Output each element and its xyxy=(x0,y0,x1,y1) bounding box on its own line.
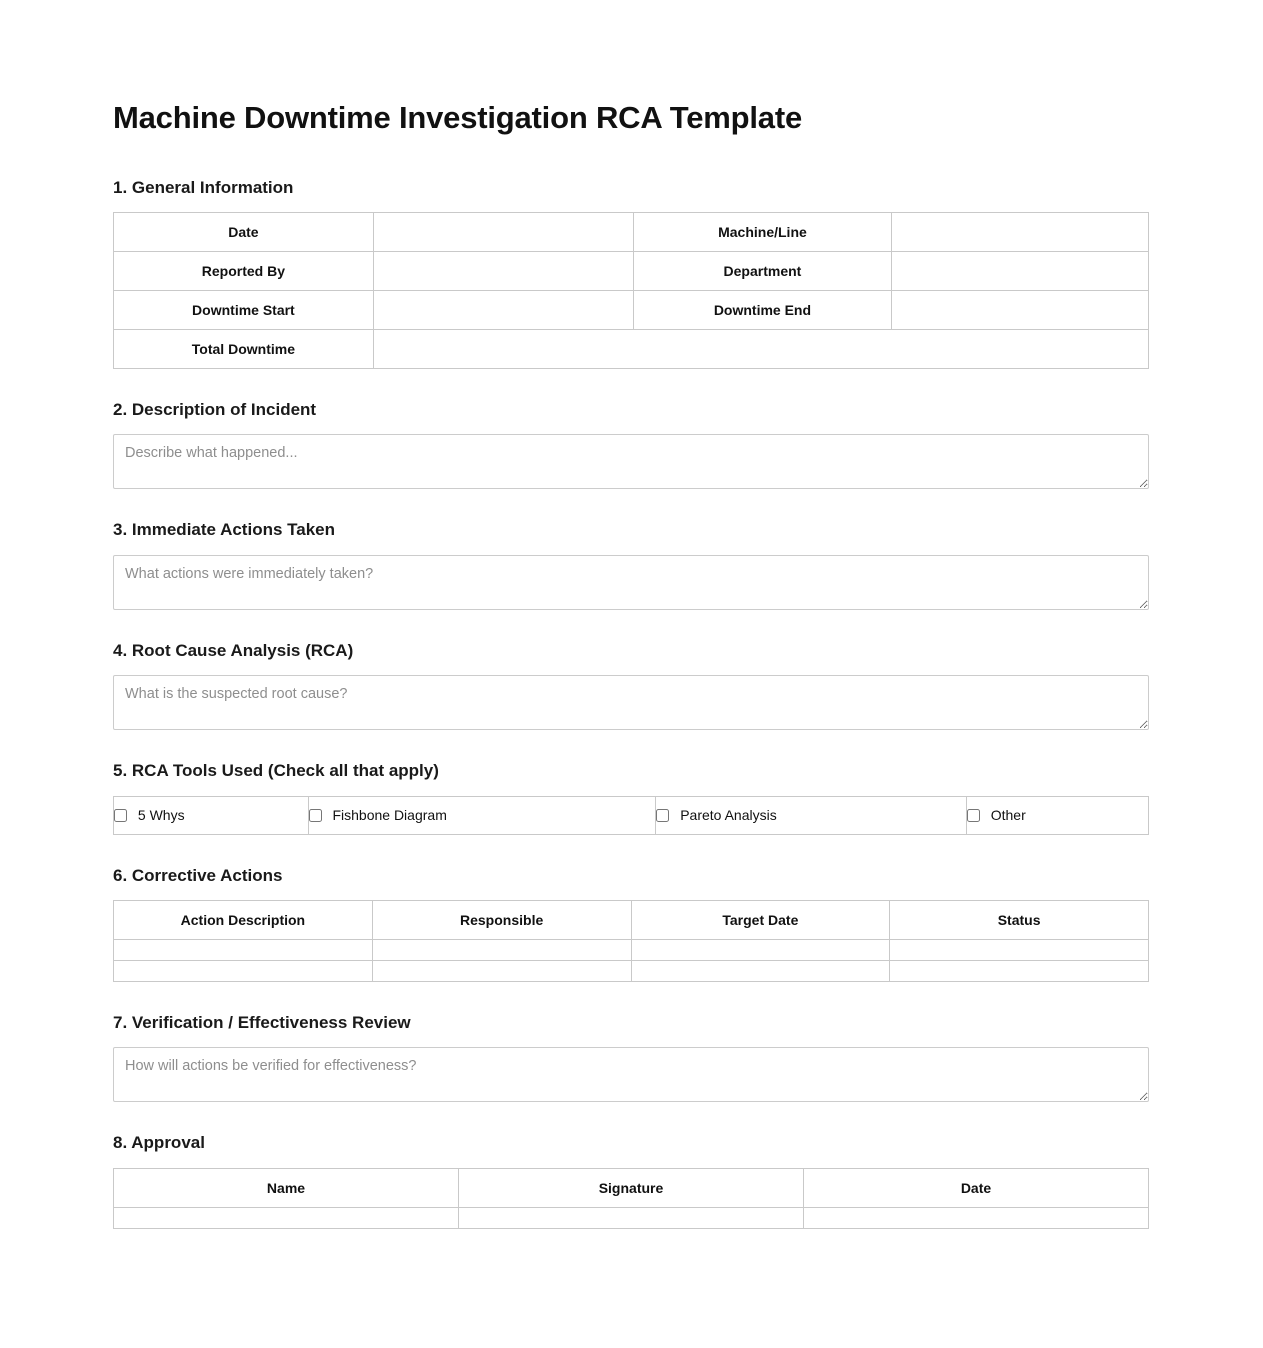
column-header-action-description: Action Description xyxy=(114,900,373,939)
section-general-information xyxy=(113,178,1150,369)
column-header-status: Status xyxy=(890,900,1149,939)
checkbox-other[interactable] xyxy=(967,809,980,822)
rca-tool-cell-other[interactable] xyxy=(966,796,1148,834)
table-row xyxy=(114,1207,1149,1228)
section-rca-tools xyxy=(113,761,1150,834)
field-value-reported-by[interactable] xyxy=(373,252,633,291)
table-row xyxy=(114,939,1149,960)
description-of-incident-input[interactable] xyxy=(113,434,1149,489)
rca-tool-label-pareto-analysis[interactable]: Pareto Analysis xyxy=(680,807,777,824)
root-cause-analysis-input[interactable] xyxy=(113,675,1149,730)
column-header-responsible: Responsible xyxy=(372,900,631,939)
section-verification xyxy=(113,1013,1150,1102)
rca-tool-label-other[interactable]: Other xyxy=(990,807,1026,824)
general-information-table xyxy=(113,212,1149,369)
field-label-department: Department xyxy=(633,252,892,291)
rca-tool-label-fishbone-diagram[interactable]: Fishbone Diagram xyxy=(332,807,447,824)
field-label-date: Date xyxy=(114,213,374,252)
field-label-reported-by: Reported By xyxy=(114,252,374,291)
cell-action-description[interactable] xyxy=(114,939,373,960)
table-row xyxy=(114,960,1149,981)
field-value-total-downtime[interactable] xyxy=(373,330,1148,369)
field-value-department[interactable] xyxy=(892,252,1149,291)
section-heading-description-of-incident: 2. Description of Incident xyxy=(113,400,317,420)
rca-tool-cell-pareto-analysis[interactable] xyxy=(656,796,967,834)
field-value-machine-line[interactable] xyxy=(892,213,1149,252)
section-heading-general-information: 1. General Information xyxy=(113,177,294,197)
cell-status[interactable] xyxy=(890,939,1149,960)
table-header-row xyxy=(114,1168,1149,1207)
section-heading-corrective-actions: 6. Corrective Actions xyxy=(113,865,283,885)
cell-target-date[interactable] xyxy=(631,960,890,981)
table-row xyxy=(114,252,1149,291)
section-corrective-actions xyxy=(113,866,1150,982)
rca-tool-cell-5-whys[interactable] xyxy=(114,796,309,834)
section-heading-approval: 8. Approval xyxy=(113,1133,205,1153)
section-root-cause-analysis xyxy=(113,641,1150,730)
field-value-date[interactable] xyxy=(373,213,633,252)
section-heading-rca-tools: 5. RCA Tools Used (Check all that apply) xyxy=(113,761,439,781)
column-header-target-date: Target Date xyxy=(631,900,890,939)
field-value-downtime-start[interactable] xyxy=(373,291,633,330)
checkbox-pareto-analysis[interactable] xyxy=(656,809,669,822)
table-header-row xyxy=(114,900,1149,939)
field-label-downtime-end: Downtime End xyxy=(633,291,892,330)
section-immediate-actions xyxy=(113,520,1150,609)
page-title: Machine Downtime Investigation RCA Template xyxy=(113,100,802,135)
field-value-downtime-end[interactable] xyxy=(892,291,1149,330)
column-header-name: Name xyxy=(114,1168,459,1207)
section-approval xyxy=(113,1133,1150,1228)
cell-responsible[interactable] xyxy=(372,960,631,981)
checkbox-5-whys[interactable] xyxy=(114,809,127,822)
field-label-total-downtime: Total Downtime xyxy=(114,330,374,369)
cell-responsible[interactable] xyxy=(372,939,631,960)
rca-tool-cell-fishbone-diagram[interactable] xyxy=(308,796,656,834)
table-row xyxy=(114,796,1149,834)
section-description-of-incident xyxy=(113,400,1150,489)
cell-status[interactable] xyxy=(890,960,1149,981)
table-row xyxy=(114,291,1149,330)
cell-approval-date[interactable] xyxy=(804,1207,1149,1228)
verification-input[interactable] xyxy=(113,1047,1149,1102)
checkbox-fishbone-diagram[interactable] xyxy=(309,809,322,822)
table-row xyxy=(114,213,1149,252)
column-header-date: Date xyxy=(804,1168,1149,1207)
immediate-actions-input[interactable] xyxy=(113,555,1149,610)
cell-target-date[interactable] xyxy=(631,939,890,960)
cell-action-description[interactable] xyxy=(114,960,373,981)
approval-table xyxy=(113,1168,1149,1229)
cell-approval-signature[interactable] xyxy=(459,1207,804,1228)
rca-tools-table xyxy=(113,796,1149,835)
corrective-actions-table xyxy=(113,900,1149,982)
section-heading-root-cause-analysis: 4. Root Cause Analysis (RCA) xyxy=(113,640,354,660)
section-heading-immediate-actions: 3. Immediate Actions Taken xyxy=(113,520,336,540)
field-label-machine-line: Machine/Line xyxy=(633,213,892,252)
table-row xyxy=(114,330,1149,369)
rca-tool-label-5-whys[interactable]: 5 Whys xyxy=(137,807,185,824)
section-heading-verification: 7. Verification / Effectiveness Review xyxy=(113,1012,411,1032)
cell-approval-name[interactable] xyxy=(114,1207,459,1228)
field-label-downtime-start: Downtime Start xyxy=(114,291,374,330)
column-header-signature: Signature xyxy=(459,1168,804,1207)
